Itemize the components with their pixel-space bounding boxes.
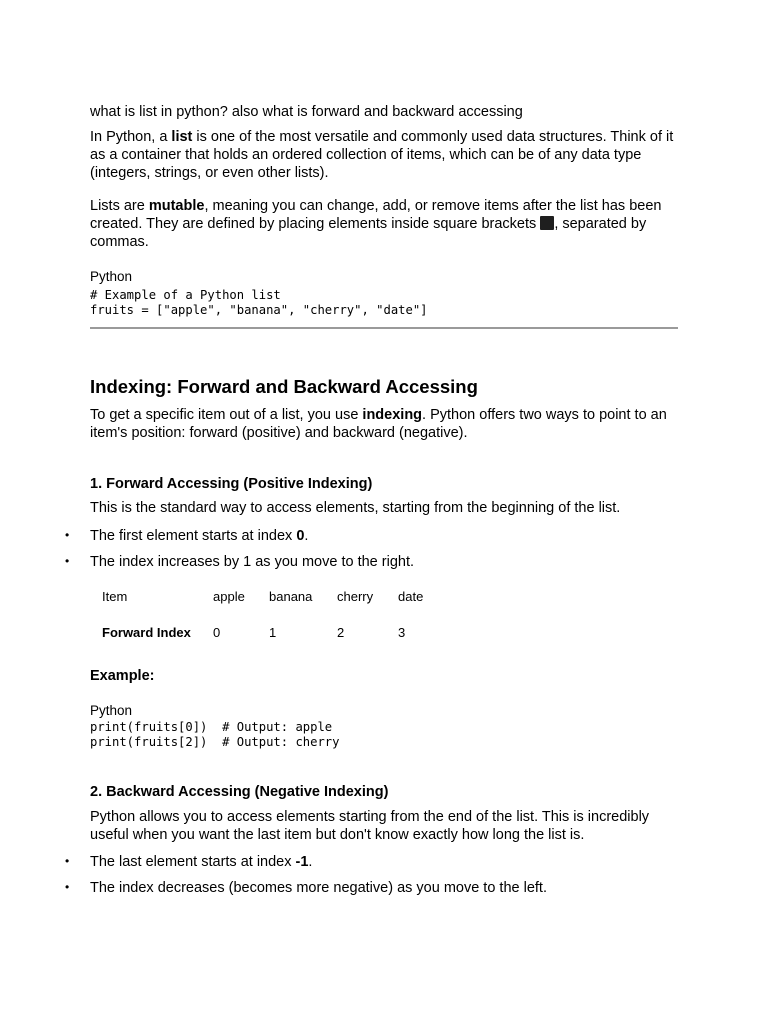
indexing-paragraph <box>90 406 680 442</box>
table-row-header: Forward Index <box>102 625 191 640</box>
table-cell: cherry <box>337 589 374 604</box>
question-text: what is list in python? also what is forward and backward accessing <box>90 104 523 120</box>
text-run: is one of the most versatile and commonly used data structures. Think of it as a container that holds an ordered collection of items, which can be of any data type (integers, strings, or even other lists). <box>90 129 674 181</box>
table-cell: date <box>398 589 424 604</box>
subheading-backward-accessing: 2. Backward Accessing (Negative Indexing) <box>90 784 389 800</box>
table-row <box>102 588 438 624</box>
table-row <box>102 624 438 642</box>
forward-index-table <box>102 588 438 642</box>
bold-term-indexing: indexing <box>362 407 423 423</box>
section-heading-indexing: Indexing: Forward and Backward Accessing <box>90 376 478 397</box>
text-run: , meaning you can change, add, or remove items after the list has been created. They are defined by placing elements inside square brackets <box>90 198 662 232</box>
text-run: To get a specific item out of a list, you use <box>90 407 363 423</box>
text-run: The index decreases (becomes more negative) as you move to the left. <box>90 880 547 896</box>
text-run: The index increases by 1 as you move to the right. <box>90 554 415 570</box>
table-cell: 1 <box>269 625 277 640</box>
code-block-list-example: # Example of a Python list fruits = ["apple", "banana", "cherry", "date"] <box>90 288 428 317</box>
table-cell: 3 <box>398 625 406 640</box>
intro-paragraph-list <box>90 128 680 182</box>
example-heading: Example: <box>90 668 155 684</box>
bullet-icon: • <box>65 854 70 868</box>
intro-paragraph-mutable <box>90 197 680 251</box>
code-block-forward-example: print(fruits[0]) # Output: apple print(fruits[2]) # Output: cherry <box>90 720 340 749</box>
table-cell: banana <box>269 589 313 604</box>
bullet-icon: • <box>65 554 70 568</box>
bold-term-mutable: mutable <box>148 198 205 214</box>
backward-intro-paragraph: Python allows you to access elements starting from the end of the list. This is incredibly useful when you want the last item but don't know exactly how long the list is. <box>90 809 650 843</box>
code-language-label: Python <box>90 269 133 284</box>
code-language-label: Python <box>90 703 133 718</box>
text-run: In Python, a <box>90 129 172 145</box>
table-cell: 0 <box>213 625 221 640</box>
bold-index-zero: 0 <box>296 528 305 544</box>
table-cell: Item <box>102 589 128 604</box>
table-cell: 2 <box>337 625 345 640</box>
table-cell: apple <box>213 589 245 604</box>
horizontal-divider <box>90 327 678 329</box>
list-item <box>65 878 665 897</box>
bold-index-minus-one: -1 <box>295 854 309 870</box>
list-item <box>65 526 665 545</box>
bold-term-list: list <box>171 129 193 145</box>
inline-code-brackets <box>540 216 554 230</box>
forward-intro-paragraph: This is the standard way to access elements, starting from the beginning of the list. <box>90 500 621 516</box>
subheading-forward-accessing: 1. Forward Accessing (Positive Indexing) <box>90 476 373 492</box>
list-item <box>65 552 665 571</box>
text-run: The first element starts at index <box>90 528 297 544</box>
text-run: The last element starts at index <box>90 854 296 870</box>
bullet-icon: • <box>65 880 70 894</box>
text-run: . <box>308 854 313 870</box>
text-run: , separated by commas. <box>90 216 647 250</box>
text-run: Lists are <box>90 198 149 214</box>
text-run: . <box>304 528 309 544</box>
text-run: . Python offers two ways to point to an item's position: forward (positive) and backward (negative). <box>90 407 667 441</box>
list-item <box>65 852 665 871</box>
bullet-icon: • <box>65 528 70 542</box>
